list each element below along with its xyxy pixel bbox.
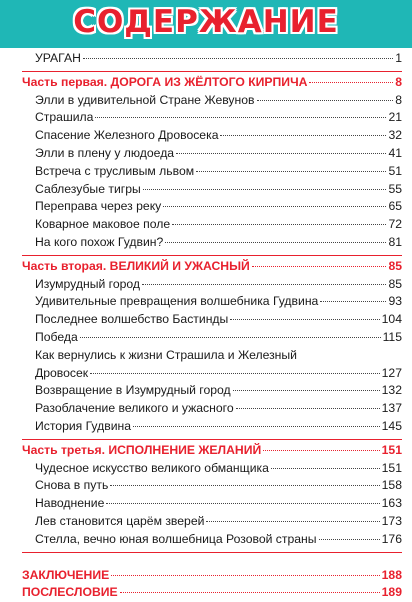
toc-entry-title: Возвращение в Изумрудный город [35,383,231,398]
toc-entry-page: 81 [388,234,402,249]
toc-entry-page: 8 [395,92,402,107]
toc-entry-page: 115 [382,329,402,344]
toc-entry-page: 163 [381,496,402,511]
toc-entry-afterword[interactable] [22,584,402,602]
toc-entry[interactable] [22,477,402,495]
section-divider [22,439,402,440]
toc-entry-title-line2: Дровосек [35,365,89,380]
toc-entry[interactable] [22,329,402,347]
toc-entry-page: 176 [381,531,402,546]
toc-entry-title: ПОСЛЕСЛОВИЕ [22,585,118,600]
dot-leader [80,337,381,338]
toc-entry[interactable] [22,181,402,199]
toc-entry[interactable] [22,163,402,181]
toc-entry-page: 32 [388,128,402,143]
toc-entry-title: Изумрудный город [35,276,141,291]
dot-leader [106,503,379,504]
section-divider [22,255,402,256]
table-of-contents [22,50,402,602]
toc-entry-page: 65 [388,199,402,214]
toc-entry-page: 104 [381,312,402,327]
toc-entry-title: Лев становится царём зверей [35,513,205,528]
toc-entry[interactable] [22,145,402,163]
toc-part-page: 151 [381,442,402,457]
dot-leader [163,206,386,207]
toc-entry-title: Страшила [35,110,94,125]
dot-leader [196,171,386,172]
toc-entry-title-line1: Как вернулись к жизни Страшила и Железный [35,347,297,362]
dot-leader [90,373,380,374]
toc-entry[interactable] [22,513,402,531]
toc-entry-page: 21 [388,110,402,125]
toc-entry[interactable] [22,293,402,311]
dot-leader [263,450,379,451]
dot-leader [319,539,380,540]
toc-entry-page: 41 [388,145,402,160]
toc-entry-title: Снова в путь [35,478,109,493]
toc-entry-title: Последнее волшебство Бастинды [35,312,229,327]
dot-leader [220,135,386,136]
toc-entry-title: УРАГАН [35,51,81,65]
toc-entry-title: Переправа через реку [35,199,162,214]
toc-entry-title: Чудесное искусство великого обманщика [35,460,269,475]
toc-entry-title: Победа [35,329,78,344]
page-title: СОДЕРЖАНИЕ [73,4,339,40]
toc-entry-page: 85 [388,276,402,291]
toc-part-heading-2[interactable] [22,258,402,276]
dot-leader [111,575,379,576]
toc-entry-page: 158 [381,478,402,493]
toc-entry-page: 127 [381,365,402,380]
toc-entry-title: Наводнение [35,496,105,511]
dot-leader [176,153,386,154]
dot-leader [120,592,380,593]
toc-entry-title: Саблезубые тигры [35,181,141,196]
toc-entry[interactable] [22,127,402,145]
toc-entry-page: 93 [388,294,402,309]
dot-leader [233,390,380,391]
toc-entry[interactable] [22,495,402,513]
toc-part-title: Часть первая. ДОРОГА ИЗ ЖЁЛТОГО КИРПИЧА [22,74,308,89]
dot-leader [257,100,394,101]
toc-entry-conclusion[interactable] [22,567,402,585]
toc-entry[interactable] [22,460,402,478]
toc-entry-page: 51 [388,163,402,178]
toc-entry[interactable] [22,531,402,549]
toc-entry[interactable] [22,400,402,418]
toc-entry-title: Встреча с трусливым львом [35,163,195,178]
toc-entry-title: Стелла, вечно юная волшебница Розовой страны [35,531,317,546]
toc-entry-page: 188 [381,567,402,582]
toc-entry[interactable] [22,234,402,252]
dot-leader [133,426,380,427]
toc-entry[interactable] [22,418,402,436]
dot-leader [143,189,387,190]
toc-part-title: Часть третья. ИСПОЛНЕНИЕ ЖЕЛАНИЙ [22,442,262,457]
toc-part-page: 8 [395,74,402,89]
section-divider [22,552,402,553]
toc-entry-page: 1 [395,51,402,65]
toc-entry-title: На кого похож Гудвин? [35,234,164,249]
dot-leader [172,224,386,225]
toc-entry-page: 173 [381,513,402,528]
dot-leader [206,521,379,522]
toc-part-heading-3[interactable] [22,442,402,460]
dot-leader [95,117,386,118]
dot-leader [142,284,386,285]
toc-entry-title: Элли в удивительной Стране Жевунов [35,92,255,107]
dot-leader [271,468,380,469]
toc-entry[interactable] [22,382,402,400]
toc-entry-title: Коварное маковое поле [35,217,171,232]
dot-leader [320,301,386,302]
toc-entry[interactable] [22,198,402,216]
toc-entry[interactable] [22,216,402,234]
toc-part-heading-1[interactable] [22,74,402,92]
dot-leader [83,58,393,59]
toc-entry-page: 132 [381,383,402,398]
toc-entry-title: История Гудвина [35,418,132,433]
toc-part-page: 85 [388,258,402,273]
toc-entry[interactable] [22,92,402,110]
toc-entry-two-line[interactable] [22,347,402,383]
dot-leader [110,485,379,486]
toc-entry-title: Разоблачение великого и ужасного [35,401,234,416]
toc-entry-intro[interactable] [22,50,402,68]
toc-entry-title: Спасение Железного Дровосека [35,128,219,143]
toc-entry-page: 55 [388,181,402,196]
toc-entry[interactable] [22,109,402,127]
toc-entry-page: 72 [388,217,402,232]
dot-leader [252,266,387,267]
dot-leader [309,82,393,83]
toc-entry-page: 145 [381,418,402,433]
toc-entry[interactable] [22,311,402,329]
section-divider [22,71,402,72]
dot-leader [230,319,379,320]
toc-entry-title: Элли в плену у людоеда [35,145,175,160]
toc-entry[interactable] [22,276,402,294]
toc-entry-title: Удивительные превращения волшебника Гудвина [35,294,319,309]
toc-entry-title: ЗАКЛЮЧЕНИЕ [22,567,110,582]
dot-leader [165,242,386,243]
toc-entry-page: 137 [381,401,402,416]
toc-entry-page: 151 [381,460,402,475]
dot-leader [236,408,380,409]
toc-part-title: Часть вторая. ВЕЛИКИЙ И УЖАСНЫЙ [22,258,250,273]
toc-entry-page: 189 [381,585,402,600]
